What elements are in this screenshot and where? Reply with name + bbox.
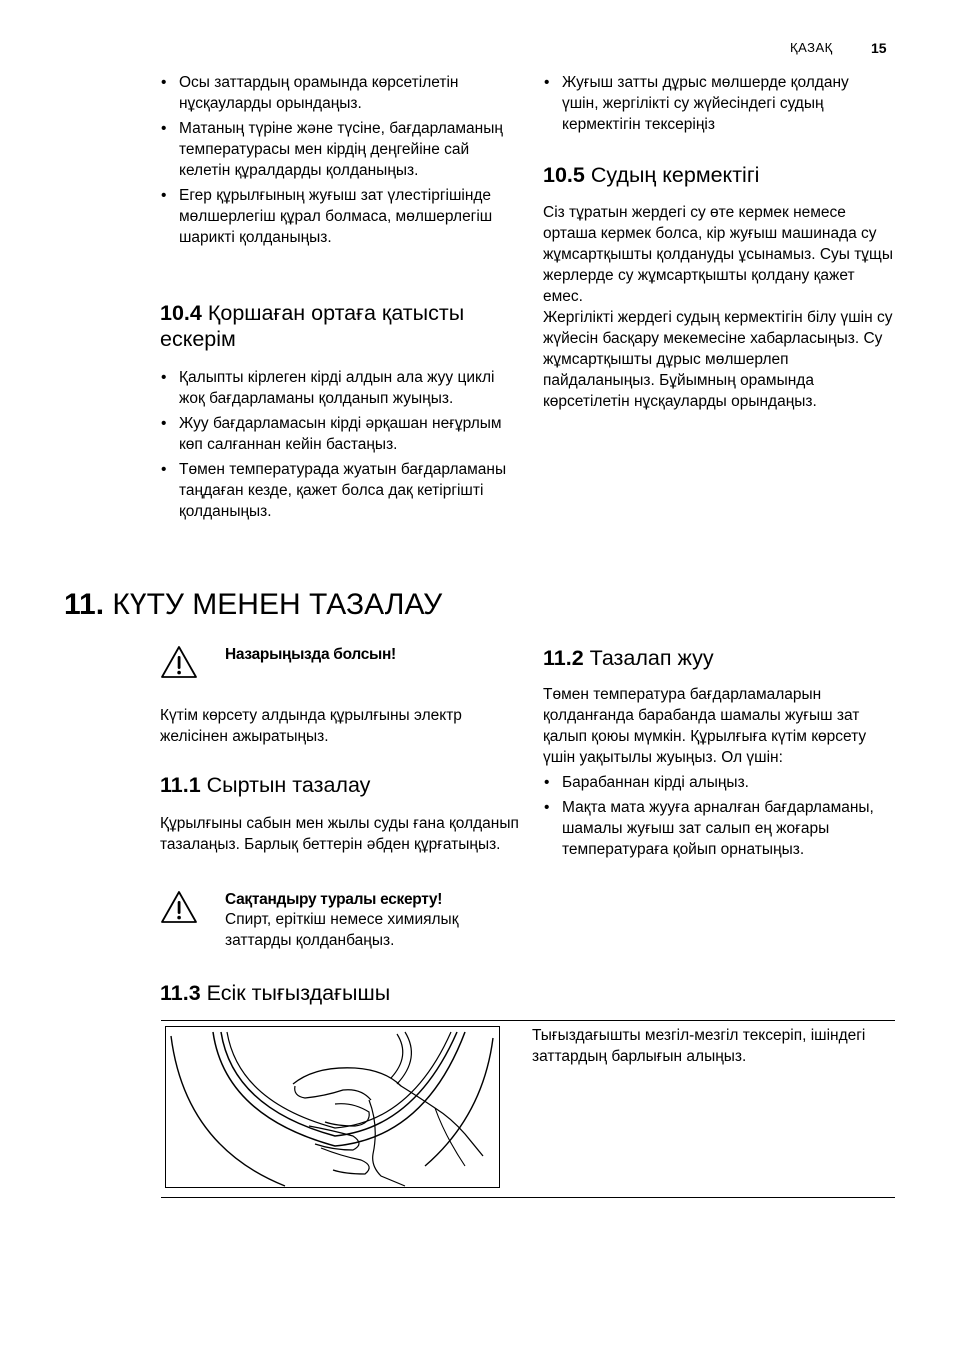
chapter-title: КҮТУ МЕНЕН ТАЗАЛАУ (112, 588, 443, 621)
section-10-4-heading (160, 300, 520, 352)
section-11-3-heading (160, 980, 520, 1006)
warning-triangle-icon (160, 645, 198, 679)
chapter-number: 11. (64, 588, 105, 621)
list-item: • Матаның түріне және түсіне, бағдарламаның температурасы мен кірдің деңгейіне сай келетін құралдарды қолданыңыз. (160, 118, 520, 181)
paragraph: Құрылғыны сабын мен жылы суды ғана қолданып тазалаңыз. Барлық беттерін әбден құрғатыңыз. (160, 815, 519, 853)
section-title-cont: ескерім (160, 327, 236, 351)
paragraph: Жергілікті жердегі судың кермектігін білу үшін су жүйесін басқару мекемесіне хабарласыңыз. Су жұмсартқышты дұрыс мөлшерлеп пайдаланыңыз. Бұйымның орамында көрсетілетін нұсқауларды орындаңыз. (543, 309, 893, 410)
section-10-4-bullets (160, 367, 520, 526)
section-title: Сыртын тазалау (206, 773, 371, 797)
list-item: • Жуу бағдарламасын кірді әрқашан неғұрлым көп салғаннан кейін бастаңыз. (160, 413, 520, 455)
section-10-5-heading (543, 162, 903, 188)
section-title: Қоршаған ортаға қатысты (207, 301, 465, 325)
section-title: Есік тығыздағышы (206, 981, 391, 1005)
section-11-3-text (532, 1025, 892, 1067)
list-item: • Осы заттардың орамында көрсетілетін нұсқауларды орындаңыз. (160, 72, 520, 114)
list-item: • Егер құрылғының жуғыш зат үлестіргішінде мөлшерлегіш құрал болмаса, мөлшерлегіш шарикті қолданыңыз. (160, 185, 520, 248)
chapter-11-intro (160, 705, 520, 747)
paragraph: Төмен температура бағдарламаларын қолданғанда барабанда шамалы жуғыш зат қалып қоюы мүмкін. Құрылғыға күтім көрсету үшін уақытылы жуыңыз. Ол үшін: (543, 686, 867, 766)
caution-title: Сақтандыру туралы ескерту! (225, 891, 443, 908)
door-seal-illustration (165, 1026, 500, 1188)
divider (161, 1197, 895, 1198)
section-number: 11.3 (160, 981, 201, 1005)
caution-box (225, 891, 525, 951)
list-item: • Қалыпты кірлеген кірді алдын ала жуу циклі жоқ бағдарламаны қолданып жуыңыз. (160, 367, 520, 409)
right-top-bullets (543, 72, 888, 139)
section-10-5-body (543, 202, 898, 412)
page-number: 15 (871, 40, 887, 56)
section-number: 11.1 (160, 773, 201, 797)
warning-title: Назарыңызда болсын! (225, 646, 396, 663)
section-number: 10.4 (160, 301, 202, 325)
section-11-2-body (543, 684, 888, 864)
section-title: Тазалап жуу (589, 646, 714, 670)
section-title: Судың кермектігі (590, 163, 760, 187)
header-language: ҚАЗАҚ (790, 40, 833, 55)
section-11-1-body (160, 813, 520, 855)
section-11-1-heading (160, 772, 520, 798)
section-number: 10.5 (543, 163, 585, 187)
left-top-bullets (160, 72, 520, 252)
chapter-11-heading (64, 588, 442, 622)
list-item: • Жуғыш затты дұрыс мөлшерде қолдану үшін, жергілікті су жүйесіндегі судың кермектігін тексеріңіз (543, 72, 888, 135)
divider (161, 1020, 895, 1021)
paragraph: Сіз тұратын жердегі су өте кермек немесе орташа кермек болса, кір жуғыш машинада су жұмсартқышты қолдануды ұсынамыз. Суы тұщы жерлерде су жұмсартқышты қолдану қажет емес. (543, 204, 893, 305)
paragraph: Күтім көрсету алдында құрылғыны электр желісінен ажыратыңыз. (160, 707, 462, 745)
list-item: • Мақта мата жууға арналған бағдарламаны, шамалы жуғыш зат салып ең жоғары температураға қойып орнатыңыз. (543, 797, 888, 860)
list-item: • Барабаннан кірді алыңыз. (543, 772, 888, 793)
caution-triangle-icon (160, 890, 198, 924)
list-item: • Төмен температурада жуатын бағдарламаны таңдаған кезде, қажет болса дақ кетіргішті қолданыңыз. (160, 459, 520, 522)
paragraph: Тығыздағышты мезгіл-мезгіл тексеріп, ішіндегі заттардың барлығын алыңыз. (532, 1027, 866, 1065)
section-11-2-heading (543, 645, 903, 671)
caution-text: Спирт, еріткіш немесе химиялық заттарды қолданбаңыз. (225, 911, 459, 949)
section-number: 11.2 (543, 646, 584, 670)
